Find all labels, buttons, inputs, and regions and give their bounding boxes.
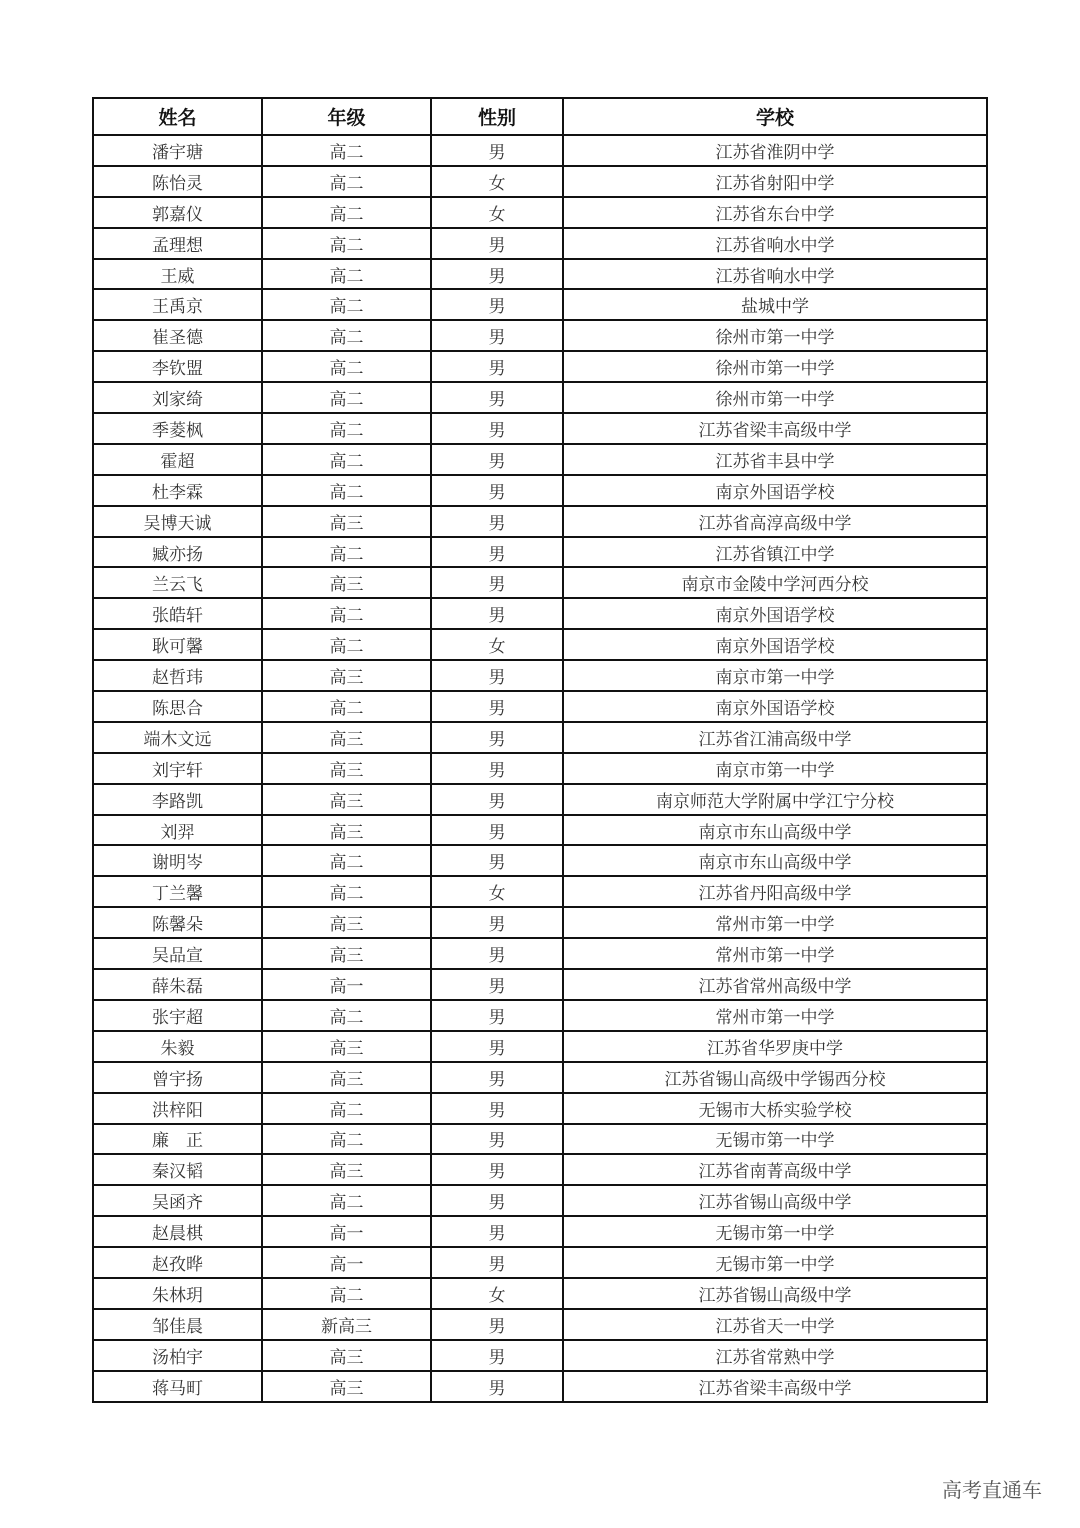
cell-grade: 高三 — [262, 722, 431, 753]
cell-school: 江苏省射阳中学 — [563, 166, 987, 197]
table-row — [93, 413, 987, 444]
table-row — [93, 475, 987, 506]
cell-grade: 高二 — [262, 413, 431, 444]
cell-name: 秦汉韬 — [93, 1154, 262, 1185]
cell-school: 江苏省丹阳高级中学 — [563, 876, 987, 907]
cell-grade: 高三 — [262, 1340, 431, 1371]
cell-name: 郭嘉仪 — [93, 197, 262, 228]
cell-gender: 男 — [431, 567, 563, 598]
cell-name: 蒋马町 — [93, 1371, 262, 1402]
cell-gender: 男 — [431, 1062, 563, 1093]
cell-gender: 男 — [431, 1309, 563, 1340]
cell-name: 陈馨朵 — [93, 907, 262, 938]
table-row — [93, 815, 987, 846]
cell-gender: 男 — [431, 1216, 563, 1247]
cell-school: 无锡市大桥实验学校 — [563, 1093, 987, 1124]
cell-gender: 男 — [431, 259, 563, 290]
header-gender: 性别 — [431, 98, 563, 135]
table-row — [93, 1309, 987, 1340]
cell-gender: 男 — [431, 753, 563, 784]
cell-grade: 高三 — [262, 784, 431, 815]
cell-gender: 男 — [431, 289, 563, 320]
cell-name: 王禹京 — [93, 289, 262, 320]
cell-gender: 女 — [431, 166, 563, 197]
cell-name: 吴博天诚 — [93, 506, 262, 537]
cell-gender: 男 — [431, 660, 563, 691]
cell-name: 朱毅 — [93, 1031, 262, 1062]
cell-name: 廉 正 — [93, 1124, 262, 1155]
cell-name: 耿可馨 — [93, 629, 262, 660]
cell-school: 江苏省淮阴中学 — [563, 135, 987, 166]
cell-gender: 男 — [431, 1185, 563, 1216]
cell-name: 潘宇瑭 — [93, 135, 262, 166]
cell-gender: 男 — [431, 1247, 563, 1278]
cell-gender: 男 — [431, 815, 563, 846]
cell-school: 常州市第一中学 — [563, 938, 987, 969]
cell-name: 张皓轩 — [93, 598, 262, 629]
cell-school: 江苏省江浦高级中学 — [563, 722, 987, 753]
cell-gender: 男 — [431, 784, 563, 815]
cell-gender: 女 — [431, 629, 563, 660]
cell-school: 南京外国语学校 — [563, 475, 987, 506]
cell-name: 李路凯 — [93, 784, 262, 815]
cell-grade: 高一 — [262, 1216, 431, 1247]
cell-name: 谢明岑 — [93, 845, 262, 876]
table-row — [93, 197, 987, 228]
cell-gender: 男 — [431, 351, 563, 382]
cell-grade: 高三 — [262, 660, 431, 691]
cell-gender: 男 — [431, 598, 563, 629]
table-row — [93, 722, 987, 753]
table-row — [93, 753, 987, 784]
cell-gender: 男 — [431, 938, 563, 969]
cell-school: 无锡市第一中学 — [563, 1124, 987, 1155]
cell-grade: 高二 — [262, 1124, 431, 1155]
cell-name: 汤柏宇 — [93, 1340, 262, 1371]
header-grade: 年级 — [262, 98, 431, 135]
table-row — [93, 1031, 987, 1062]
cell-grade: 高三 — [262, 938, 431, 969]
table-row — [93, 351, 987, 382]
cell-grade: 高三 — [262, 1062, 431, 1093]
cell-school: 江苏省天一中学 — [563, 1309, 987, 1340]
cell-school: 南京师范大学附属中学江宁分校 — [563, 784, 987, 815]
cell-name: 兰云飞 — [93, 567, 262, 598]
cell-school: 江苏省南菁高级中学 — [563, 1154, 987, 1185]
cell-grade: 高二 — [262, 537, 431, 568]
table-row — [93, 1340, 987, 1371]
cell-gender: 男 — [431, 506, 563, 537]
cell-gender: 男 — [431, 228, 563, 259]
cell-gender: 女 — [431, 876, 563, 907]
table-row — [93, 1278, 987, 1309]
table-row — [93, 1062, 987, 1093]
cell-school: 盐城中学 — [563, 289, 987, 320]
cell-name: 洪梓阳 — [93, 1093, 262, 1124]
cell-grade: 高三 — [262, 815, 431, 846]
cell-school: 常州市第一中学 — [563, 1000, 987, 1031]
cell-school: 江苏省常熟中学 — [563, 1340, 987, 1371]
cell-grade: 高二 — [262, 382, 431, 413]
cell-school: 江苏省响水中学 — [563, 228, 987, 259]
cell-name: 崔圣德 — [93, 320, 262, 351]
cell-school: 南京市金陵中学河西分校 — [563, 567, 987, 598]
cell-gender: 男 — [431, 1340, 563, 1371]
table-row — [93, 629, 987, 660]
cell-grade: 高一 — [262, 1247, 431, 1278]
cell-gender: 男 — [431, 969, 563, 1000]
cell-gender: 男 — [431, 1031, 563, 1062]
cell-school: 无锡市第一中学 — [563, 1216, 987, 1247]
cell-school: 江苏省丰县中学 — [563, 444, 987, 475]
cell-grade: 高二 — [262, 259, 431, 290]
cell-gender: 男 — [431, 320, 563, 351]
table-row — [93, 506, 987, 537]
cell-name: 刘宇轩 — [93, 753, 262, 784]
table-row — [93, 1124, 987, 1155]
table-header-row — [93, 98, 987, 135]
cell-school: 南京外国语学校 — [563, 598, 987, 629]
table-row — [93, 1154, 987, 1185]
table-row — [93, 1371, 987, 1402]
table-row — [93, 907, 987, 938]
cell-grade: 高二 — [262, 1185, 431, 1216]
table-row — [93, 567, 987, 598]
cell-name: 陈思合 — [93, 691, 262, 722]
cell-gender: 男 — [431, 1124, 563, 1155]
cell-name: 张宇超 — [93, 1000, 262, 1031]
cell-school: 南京外国语学校 — [563, 691, 987, 722]
cell-name: 赵晨棋 — [93, 1216, 262, 1247]
cell-name: 薛朱磊 — [93, 969, 262, 1000]
cell-school: 江苏省锡山高级中学 — [563, 1278, 987, 1309]
cell-school: 江苏省锡山高级中学锡西分校 — [563, 1062, 987, 1093]
table-row — [93, 876, 987, 907]
table-row — [93, 1247, 987, 1278]
table-row — [93, 845, 987, 876]
table-row — [93, 1093, 987, 1124]
cell-school: 南京外国语学校 — [563, 629, 987, 660]
cell-name: 邹佳晨 — [93, 1309, 262, 1340]
cell-gender: 女 — [431, 197, 563, 228]
cell-school: 南京市第一中学 — [563, 753, 987, 784]
cell-school: 江苏省常州高级中学 — [563, 969, 987, 1000]
table-row — [93, 135, 987, 166]
cell-name: 李钦盟 — [93, 351, 262, 382]
table-body — [93, 135, 987, 1402]
cell-grade: 高三 — [262, 1371, 431, 1402]
table-row — [93, 320, 987, 351]
table-row — [93, 166, 987, 197]
cell-grade: 高三 — [262, 753, 431, 784]
cell-grade: 高三 — [262, 506, 431, 537]
cell-name: 霍超 — [93, 444, 262, 475]
cell-gender: 男 — [431, 444, 563, 475]
cell-grade: 高三 — [262, 1031, 431, 1062]
cell-gender: 男 — [431, 382, 563, 413]
cell-grade: 新高三 — [262, 1309, 431, 1340]
cell-gender: 男 — [431, 1371, 563, 1402]
table-row — [93, 1216, 987, 1247]
cell-school: 徐州市第一中学 — [563, 351, 987, 382]
cell-name: 臧亦扬 — [93, 537, 262, 568]
cell-grade: 高二 — [262, 1093, 431, 1124]
table-row — [93, 598, 987, 629]
table-row — [93, 784, 987, 815]
cell-grade: 高二 — [262, 197, 431, 228]
cell-name: 吴品宣 — [93, 938, 262, 969]
cell-school: 江苏省响水中学 — [563, 259, 987, 290]
cell-name: 朱林玥 — [93, 1278, 262, 1309]
header-name: 姓名 — [93, 98, 262, 135]
cell-gender: 男 — [431, 907, 563, 938]
table-row — [93, 969, 987, 1000]
cell-school: 江苏省华罗庚中学 — [563, 1031, 987, 1062]
cell-grade: 高二 — [262, 444, 431, 475]
cell-name: 刘羿 — [93, 815, 262, 846]
cell-school: 江苏省镇江中学 — [563, 537, 987, 568]
cell-name: 陈怡灵 — [93, 166, 262, 197]
cell-school: 南京市东山高级中学 — [563, 845, 987, 876]
cell-grade: 高一 — [262, 969, 431, 1000]
cell-name: 刘家绮 — [93, 382, 262, 413]
cell-gender: 男 — [431, 475, 563, 506]
cell-school: 江苏省梁丰高级中学 — [563, 1371, 987, 1402]
cell-name: 杜李霖 — [93, 475, 262, 506]
cell-gender: 男 — [431, 413, 563, 444]
cell-school: 常州市第一中学 — [563, 907, 987, 938]
cell-name: 丁兰馨 — [93, 876, 262, 907]
cell-school: 南京市东山高级中学 — [563, 815, 987, 846]
cell-grade: 高二 — [262, 135, 431, 166]
cell-name: 孟理想 — [93, 228, 262, 259]
cell-grade: 高二 — [262, 1000, 431, 1031]
cell-grade: 高三 — [262, 567, 431, 598]
table-row — [93, 1185, 987, 1216]
cell-name: 王威 — [93, 259, 262, 290]
cell-grade: 高二 — [262, 320, 431, 351]
cell-school: 江苏省锡山高级中学 — [563, 1185, 987, 1216]
cell-grade: 高二 — [262, 289, 431, 320]
cell-gender: 男 — [431, 1154, 563, 1185]
table-row — [93, 537, 987, 568]
header-school: 学校 — [563, 98, 987, 135]
cell-gender: 男 — [431, 1093, 563, 1124]
cell-name: 赵哲玮 — [93, 660, 262, 691]
table-row — [93, 382, 987, 413]
cell-gender: 男 — [431, 1000, 563, 1031]
cell-name: 吴函齐 — [93, 1185, 262, 1216]
cell-school: 江苏省东台中学 — [563, 197, 987, 228]
cell-name: 端木文远 — [93, 722, 262, 753]
cell-grade: 高二 — [262, 598, 431, 629]
cell-gender: 女 — [431, 1278, 563, 1309]
cell-grade: 高二 — [262, 629, 431, 660]
cell-school: 徐州市第一中学 — [563, 320, 987, 351]
cell-grade: 高二 — [262, 166, 431, 197]
cell-school: 江苏省梁丰高级中学 — [563, 413, 987, 444]
table-row — [93, 1000, 987, 1031]
table-row — [93, 259, 987, 290]
cell-school: 江苏省高淳高级中学 — [563, 506, 987, 537]
student-list-table — [92, 97, 988, 1403]
cell-name: 季菱枫 — [93, 413, 262, 444]
table-row — [93, 660, 987, 691]
cell-grade: 高二 — [262, 351, 431, 382]
cell-gender: 男 — [431, 845, 563, 876]
cell-grade: 高三 — [262, 1154, 431, 1185]
cell-school: 徐州市第一中学 — [563, 382, 987, 413]
cell-school: 南京市第一中学 — [563, 660, 987, 691]
table-row — [93, 938, 987, 969]
cell-name: 曾宇扬 — [93, 1062, 262, 1093]
cell-name: 赵孜晔 — [93, 1247, 262, 1278]
table-row — [93, 228, 987, 259]
cell-grade: 高二 — [262, 691, 431, 722]
cell-grade: 高二 — [262, 1278, 431, 1309]
cell-grade: 高二 — [262, 475, 431, 506]
cell-grade: 高三 — [262, 907, 431, 938]
cell-school: 无锡市第一中学 — [563, 1247, 987, 1278]
cell-grade: 高二 — [262, 845, 431, 876]
cell-gender: 男 — [431, 691, 563, 722]
cell-grade: 高二 — [262, 228, 431, 259]
table-row — [93, 289, 987, 320]
table-row — [93, 691, 987, 722]
cell-gender: 男 — [431, 722, 563, 753]
cell-grade: 高二 — [262, 876, 431, 907]
watermark-text: 高考直通车 — [942, 1478, 1042, 1502]
cell-gender: 男 — [431, 135, 563, 166]
table-row — [93, 444, 987, 475]
cell-gender: 男 — [431, 537, 563, 568]
